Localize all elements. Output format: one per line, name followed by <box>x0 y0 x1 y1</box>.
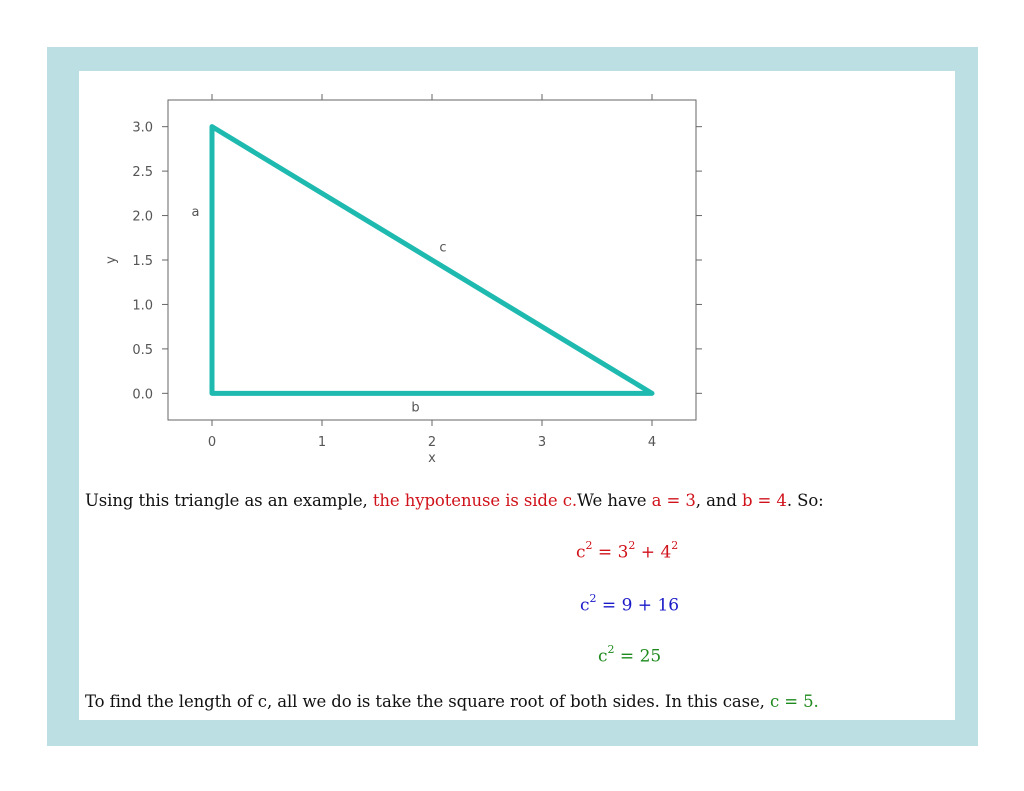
conclusion-sentence <box>85 692 955 711</box>
side-label-a: a <box>191 205 200 221</box>
eq1-exp2: 2 <box>628 539 636 552</box>
eq1-c: c <box>576 542 586 563</box>
intro-sentence <box>85 491 955 510</box>
equation-1 <box>576 541 678 563</box>
a-value: a = 3 <box>651 491 696 510</box>
triangle-plot <box>95 84 720 470</box>
eq1-exp: 2 <box>585 539 593 552</box>
eq2-exp: 2 <box>589 592 597 605</box>
eq1-plus: + 4 <box>635 542 672 563</box>
y-tick-label: 0.0 <box>132 387 153 403</box>
conclusion-text: To find the length of c, all we do is take the square root of both sides. In this case, <box>85 692 770 711</box>
eq3-c: c <box>598 646 608 667</box>
triangle-line <box>212 127 652 394</box>
equation-2 <box>580 594 679 616</box>
have-text: We have <box>577 491 652 510</box>
y-tick-label: 1.5 <box>132 254 153 269</box>
side-label-b: b <box>411 400 420 416</box>
eq3-exp: 2 <box>607 643 615 656</box>
eq3-rest: = 25 <box>614 646 662 667</box>
y-tick-label: 1.0 <box>132 298 153 314</box>
c-value: c = 5. <box>769 692 819 711</box>
eq1-exp3: 2 <box>671 539 679 552</box>
so-text: . So: <box>786 491 824 510</box>
eq1-mid: = 3 <box>592 542 629 563</box>
y-tick-label: 2.0 <box>132 209 153 225</box>
equation-3 <box>598 645 661 667</box>
and-text: , and <box>695 491 742 510</box>
x-tick-label: 3 <box>537 435 547 450</box>
y-tick-label: 0.5 <box>132 342 153 358</box>
intro-text: Using this triangle as an example, <box>85 491 373 510</box>
side-label-c: c <box>439 240 447 256</box>
x-tick-label: 1 <box>317 435 327 450</box>
x-axis-label: x <box>428 451 436 466</box>
eq2-rest: = 9 + 16 <box>596 595 680 616</box>
eq2-c: c <box>580 595 590 616</box>
y-axis-label: y <box>104 256 119 264</box>
y-tick-label: 3.0 <box>132 120 153 136</box>
hypotenuse-text: the hypotenuse is side c. <box>372 491 577 510</box>
x-tick-label: 2 <box>427 435 437 450</box>
y-tick-label: 2.5 <box>132 165 153 181</box>
x-tick-label: 4 <box>647 435 657 450</box>
x-tick-label: 0 <box>207 435 217 450</box>
plot-svg <box>95 84 720 470</box>
b-value: b = 4 <box>741 491 787 510</box>
